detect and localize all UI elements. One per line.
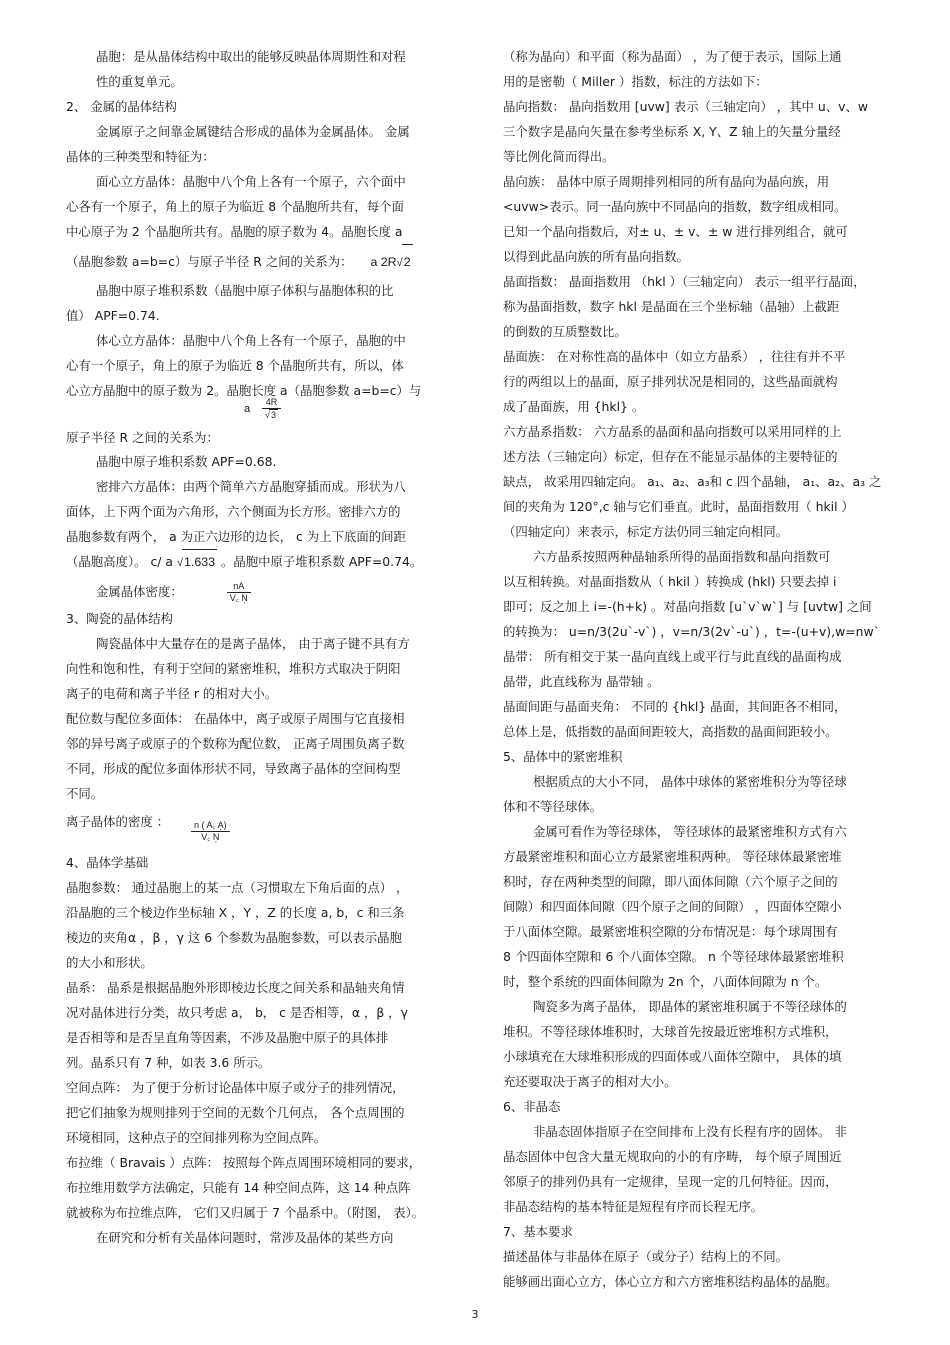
text-line: 行的两组以上的晶面，原子排列状况是相同的，这些晶面就构: [503, 374, 838, 389]
text-line: 就被称为布拉维点阵， 它们又归属于 7 个晶系中。（附图， 表）。: [66, 1205, 425, 1220]
section-heading: 3、陶瓷的晶体结构: [66, 611, 174, 626]
text-line: 根据质点的大小不同， 晶体中球体的紧密堆积分为等径球: [533, 774, 847, 789]
text-line: 晶面族： 在对称性高的晶体中（如立方晶系） ，往往有并不平: [503, 349, 846, 364]
formula-bcc-row: [66, 397, 466, 449]
text-line: 时，整个系统的四面体间隙为 2n 个，八面体间隙为 n 个。: [503, 974, 828, 989]
text-line: 的转换为： u=n/3(2u`-v`) ，v=n/3(2v`-u`) ，t=-(u+v),w=nw`: [503, 624, 880, 639]
section-heading: 4、晶体学基础: [66, 855, 149, 870]
text-line: 能够画出面心立方，体心立方和六方密堆积结构晶体的晶胞。: [503, 1274, 838, 1289]
text-line: 8 个四面体空隙和 6 个八面体空隙。 n 个等径球体最紧密堆积: [503, 949, 844, 964]
text-line: 列。晶系只有 7 种，如表 3.6 所示。: [66, 1055, 271, 1070]
text-line: 间隙）和四面体间隙（四个原子之间的间隙） ，四面体空隙小: [503, 899, 842, 914]
text-line: 晶面指数： 晶面指数用 （hkl ）（三轴定向） 表示一组平行晶面，: [503, 274, 866, 289]
text-line: 六方晶系按照两种晶轴系所得的晶面指数和晶向指数可: [533, 549, 831, 564]
text-line: 称为晶面指数，数字 hkl 是晶面在三个坐标轴（晶轴）上截距: [503, 299, 840, 314]
text-line: 不同，形成的配位多面体形状不同，导致离子晶体的空间构型: [66, 761, 401, 776]
text-line: 金属原子之间靠金属键结合形成的晶体为金属晶体。 金属: [96, 124, 410, 139]
formula-text: a 2R: [370, 255, 397, 269]
text-line: 中心原子为 2 个晶胞所共有。晶胞的原子数为 4。晶胞长度 a: [66, 224, 403, 239]
text-line: 在研究和分析有关晶体问题时，常涉及晶体的某些方向: [96, 1230, 394, 1245]
fraction-denominator: V꜀ N᷊: [201, 832, 220, 842]
text-line: 布拉维（ Bravais ）点阵： 按照每个阵点周围环境相同的要求，: [66, 1155, 422, 1170]
left-column: [66, 44, 466, 1250]
fraction-numerator: n ( A꜀ A᷊): [191, 820, 230, 832]
text-line: 成了晶面族，用 {hkl} 。: [503, 399, 645, 414]
text-line: [66, 806, 466, 850]
text-line: 非晶态结构的基本特征是短程有序而长程无序。: [503, 1199, 764, 1214]
fraction-denominator: V꜀ N᷊: [229, 593, 248, 603]
section-heading: 5、晶体中的紧密堆积: [503, 749, 623, 764]
text-line: 布拉维用数学方法确定，只能有 14 种空间点阵，这 14 种点阵: [66, 1180, 411, 1195]
section-heading: 7、基本要求: [503, 1224, 573, 1239]
text-line: 心有一个原子，角上的原子为临近 8 个晶胞所共有，所以，体: [66, 358, 404, 373]
text-line: 陶瓷晶体中大量存在的是离子晶体， 由于离子键不具有方: [96, 636, 410, 651]
section-heading: 6、非晶态: [503, 1099, 561, 1114]
text-line: 晶面间距与晶面夹角： 不同的 {hkl} 晶面，其间距各不相同，: [503, 699, 847, 714]
text-line: 体和不等径球体。: [503, 799, 603, 814]
text-line: 晶带： 所有相交于某一晶向直线上或平行与此直线的晶面构成: [503, 649, 842, 664]
text-line: 面心立方晶体：晶胞中八个角上各有一个原子，六个面中: [96, 174, 406, 189]
text-line: 描述晶体与非晶体在原子（或分子）结构上的不同。: [503, 1249, 788, 1264]
formula-fcc: a 2R√2: [370, 255, 412, 269]
text-line: 晶带，此直线称为 晶带轴 。: [503, 674, 660, 689]
text-line: 晶胞参数： 通过晶胞上的某一点（习惯取左下角后面的点） ，: [66, 880, 409, 895]
text-fragment: 离子晶体的密度 ：: [66, 814, 170, 829]
text-line: 晶系： 晶系是根据晶胞外形即棱边长度之间关系和晶轴夹角情: [66, 980, 405, 995]
text-line: 三个数字是晶向矢量在参考坐标系 X, Y、Z 轴上的矢量分量经: [503, 124, 841, 139]
text-line: 不同。: [66, 786, 104, 801]
text-line: 述方法（三轴定向）标定，但存在不能显示晶体的主要特征的: [503, 449, 838, 464]
text-line: 是否相等和是否呈直角等因素，不涉及晶胞中原子的具体排: [66, 1030, 389, 1045]
text-line: 缺点， 故采用四轴定向。 a₁、a₂、a₃和 c 四个晶轴， a₁、a₂、a₃ 之: [503, 474, 882, 489]
text-fragment: （晶胞高度）。 c/ a: [66, 554, 173, 569]
text-line: 晶态固体中包含大量无规取向的小的有序畴， 每个原子周围近: [503, 1149, 842, 1164]
text-line: 邻原子的排列仍具有一定规律，呈现一定的几何特征。因而，: [503, 1174, 838, 1189]
sqrt-value: 1.633: [182, 549, 217, 575]
text-line: 面体，上下两个面为六角形，六个侧面为长方形。密排六方的: [66, 504, 401, 519]
text-line: 晶胞参数有两个， a 为正六边形的边长， c 为上下底面的间距: [66, 529, 406, 544]
sqrt-value: 3: [270, 410, 276, 420]
fraction-4r-sqrt3: [262, 397, 281, 421]
text-line: 晶向族： 晶体中原子周期排列相同的所有晶向为晶向族，用: [503, 174, 830, 189]
text-line: 以得到此晶向族的所有晶向指数。: [503, 249, 689, 264]
text-line: <uvw>表示。同一晶向族中不同晶向的指数，数字组成相同。: [503, 199, 847, 214]
text-line: [66, 574, 466, 606]
formula-var: a: [244, 403, 251, 415]
text-line: 于八面体空隙。最紧密堆积空隙的分布情况是：每个球周围有: [503, 924, 838, 939]
text-line: 离子的电荷和离子半径 r 的相对大小。: [66, 686, 278, 701]
fraction-density: [227, 581, 251, 604]
fraction-denominator: √3: [265, 410, 276, 420]
text-line: 沿晶胞的三个棱边作坐标轴 X ，Y ，Z 的长度 a, b，c 和三条: [66, 905, 405, 920]
text-line: 堆积。不等径球体堆积时，大球首先按最近密堆积方式堆积，: [503, 1024, 838, 1039]
text-line: 六方晶系指数： 六方晶系的晶面和晶向指数可以采用同样的上: [503, 424, 842, 439]
text-line: 用的是密勒（ Miller ）指数，标注的方法如下：: [503, 74, 768, 89]
text-line: 性的重复单元。: [96, 74, 183, 89]
text-line: [66, 244, 466, 278]
text-line: 密排六方晶体：由两个简单六方晶胞穿插而成。形状为八: [96, 479, 406, 494]
text-line: 环境相同，这种点子的空间排列称为空间点阵。: [66, 1130, 327, 1145]
text-line: 晶胞：是从晶体结构中取出的能够反映晶体周期性和对程: [96, 49, 406, 64]
text-line: 积时，存在两种类型的间隙，即八面体间隙（六个原子之间的: [503, 874, 838, 889]
text-line: 方最紧密堆积和面心立方最紧密堆积两种。 等径球体最紧密堆: [503, 849, 842, 864]
text-fragment: 。晶胞中原子堆积系数 APF=0.74。: [220, 554, 423, 569]
text-line: 已知一个晶向指数后，对± u、± v、± w 进行排列组合，就可: [503, 224, 848, 239]
text-line: 的大小和形状。: [66, 955, 153, 970]
text-line: 向性和饱和性，有利于空间的紧密堆积，堆积方式取决于阴阳: [66, 661, 401, 676]
text-line: 晶向指数： 晶向指数用 [uvw] 表示（三轴定向） ，其中 u、v、w: [503, 99, 868, 114]
text-line: 充还要取决于离子的相对大小。: [503, 1074, 677, 1089]
text-fragment: （晶胞参数 a=b=c）与原子半径 R 之间的关系为：: [66, 254, 353, 269]
text-line: 晶胞中原子堆积系数 APF=0.68.: [96, 454, 277, 469]
text-line: 小球填充在大球堆积形成的四面体或八面体空隙中， 具体的填: [503, 1049, 842, 1064]
text-line: 空间点阵： 为了便于分析讨论晶体中原子或分子的排列情况，: [66, 1080, 405, 1095]
text-line: 即可；反之加上 i=-(h+k) 。对晶向指数 [u`v`w`] 与 [uvtw] 之间: [503, 599, 872, 614]
right-column: [503, 44, 895, 1294]
text-line: 值） APF=0.74.: [66, 308, 160, 323]
text-line: 体心立方晶体：晶胞中八个角上各有一个原子，晶胞的中: [96, 333, 406, 348]
section-heading: 2、 金属的晶体结构: [66, 99, 177, 114]
text-line: 把它们抽象为规则排列于空间的无数个几何点， 各个点周围的: [66, 1105, 405, 1120]
text-line: 邻的异号离子或原子的个数称为配位数， 正离子周围负离子数: [66, 736, 405, 751]
text-line: 晶体的三种类型和特征为：: [66, 149, 215, 164]
text-line: 等比例化简而得出。: [503, 149, 615, 164]
sqrt-formula: √1.633: [177, 555, 217, 569]
fraction-numerator: nA: [227, 581, 251, 593]
text-line: 原子半径 R 之间的关系为：: [66, 430, 219, 445]
page-number: 3: [471, 1308, 479, 1321]
text-line: 非晶态固体指原子在空间排布上没有长程有序的固体。 非: [533, 1124, 847, 1139]
text-line: 的倒数的互质整数比。: [503, 324, 627, 339]
text-line: [66, 549, 466, 574]
fraction-ionic-density: [191, 820, 230, 843]
text-line: 总体上是，低指数的晶面间距较大，高指数的晶面间距较小。: [503, 724, 838, 739]
text-line: 配位数与配位多面体： 在晶体中，离子或原子周围与它直接相: [66, 711, 405, 726]
text-fragment: 金属晶体密度：: [96, 584, 183, 599]
text-line: 金属可看作为等径球体， 等径球体的最紧密堆积方式有六: [533, 824, 847, 839]
text-line: 心立方晶胞中的原子数为 2。晶胞长度 a（晶胞参数 a=b=c）与: [66, 383, 422, 398]
text-line: 棱边的夹角α ，β ，γ 这 6 个参数为晶胞参数，可以表示晶胞: [66, 930, 402, 945]
text-line: （四轴定向）来表示，标定方法仍同三轴定向相同。: [503, 524, 788, 539]
text-line: 晶胞中原子堆积系数（晶胞中原子体积与晶胞体积的比: [96, 283, 394, 298]
text-line: 陶瓷多为离子晶体， 即晶体的紧密堆积属于不等径球体的: [533, 999, 847, 1014]
sqrt-value: 2: [402, 244, 413, 279]
text-line: 以互相转换。对晶面指数从（ hkil ）转换成 (hkl) 只要去掉 i: [503, 574, 837, 589]
text-line: 间的夹角为 120°,c 轴与它们垂直。此时，晶面指数用（ hkil ）: [503, 499, 854, 514]
text-line: （称为晶向）和平面（称为晶面） ，为了便于表示，国际上通: [503, 49, 842, 64]
text-line: 况对晶体进行分类，故只考虑 a， b， c 是否相等，α ，β ，γ: [66, 1005, 408, 1020]
fraction-numerator: 4R: [262, 397, 281, 409]
text-line: 心各有一个原子，角上的原子为临近 8 个晶胞所共有，每个面: [66, 199, 404, 214]
